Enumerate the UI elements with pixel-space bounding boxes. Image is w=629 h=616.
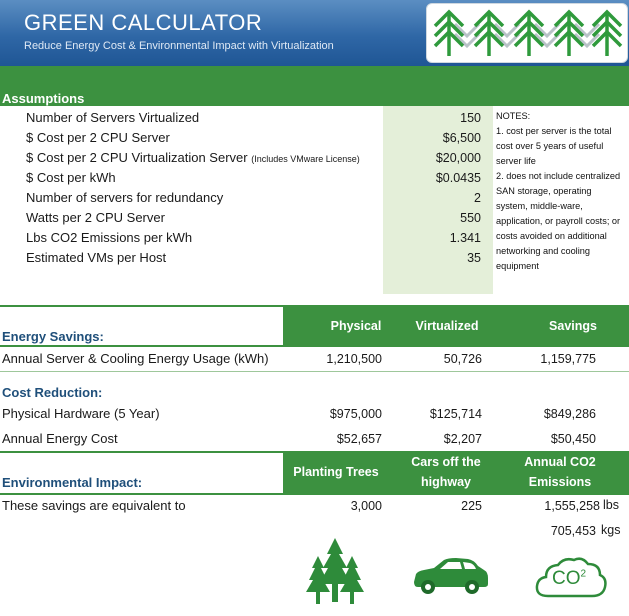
col-co2-line1: Annual CO2: [524, 455, 596, 469]
col-planting-trees: Planting Trees: [293, 465, 379, 479]
env-row-label: These savings are equivalent to: [2, 498, 186, 513]
co2-icon-label: [552, 568, 586, 590]
assumption-input-server-cost[interactable]: $6,500: [442, 131, 481, 145]
cost-energy-savings: $50,450: [550, 432, 596, 446]
env-heading: Environmental Impact:: [2, 475, 143, 490]
assumption-input-co2[interactable]: 1.341: [449, 231, 481, 245]
assumption-label: [26, 150, 360, 165]
assumptions-top-bar: [0, 66, 629, 89]
col-cars-line1: Cars off the: [411, 455, 481, 469]
app-subtitle: Reduce Energy Cost & Environmental Impact with Virtualization: [24, 40, 334, 52]
energy-physical: 1,210,500: [326, 352, 382, 366]
section-divider: [0, 345, 629, 347]
row-divider: [0, 371, 629, 372]
col-virtualized: Virtualized: [415, 319, 479, 333]
assumption-label: Estimated VMs per Host: [26, 250, 167, 265]
assumptions-header-bar: [0, 89, 629, 106]
tree-logo: [426, 3, 628, 63]
assumption-label: Watts per 2 CPU Server: [26, 210, 165, 225]
env-lbs-unit: lbs: [603, 498, 619, 512]
car-icon: [410, 556, 490, 596]
col-savings: Savings: [549, 319, 597, 333]
notes-line-1: 1. cost per server is the total cost over 5 years of useful server life: [496, 126, 612, 166]
energy-heading: Energy Savings:: [2, 329, 104, 344]
assumption-label: Lbs CO2 Emissions per kWh: [26, 230, 193, 245]
co2-icon-sub: 2: [580, 568, 587, 580]
assumption-input-virt-server-cost[interactable]: $20,000: [435, 151, 481, 165]
cost-heading: Cost Reduction:: [2, 385, 103, 400]
notes-box: [496, 109, 624, 274]
trees-icon: [306, 536, 364, 606]
energy-savings: 1,159,775: [540, 352, 596, 366]
assumption-input-vms[interactable]: 35: [467, 251, 481, 265]
assumption-label-note: (Includes VMware License): [251, 154, 360, 164]
env-co2-kgs-value: 705,453: [550, 524, 596, 538]
assumption-label: $ Cost per kWh: [26, 170, 116, 185]
cost-row-label: Physical Hardware (5 Year): [2, 406, 160, 421]
cost-row-label: Annual Energy Cost: [2, 431, 118, 446]
energy-virtualized: 50,726: [443, 352, 482, 366]
assumption-input-kwh-cost[interactable]: $0.0435: [435, 171, 481, 185]
env-co2-lbs-value: 1,555,258: [544, 499, 600, 513]
co2-icon-text: CO: [552, 568, 581, 589]
env-cars-value: 225: [461, 499, 482, 513]
section-divider: [0, 493, 629, 495]
col-cars-line2: highway: [420, 475, 471, 489]
tree-logo-icon: [427, 4, 627, 62]
env-kgs-unit: kgs: [601, 523, 621, 537]
col-co2-line2: Emissions: [528, 475, 592, 489]
assumption-input-servers[interactable]: 150: [460, 111, 481, 125]
cost-energy-physical: $52,657: [336, 432, 382, 446]
assumptions-heading: Assumptions: [2, 91, 85, 106]
cost-energy-virtualized: $2,207: [443, 432, 482, 446]
energy-row-label: Annual Server & Cooling Energy Usage (kWh): [2, 351, 269, 366]
cost-hardware-virtualized: $125,714: [429, 407, 482, 421]
assumption-input-redundancy[interactable]: 2: [474, 191, 481, 205]
assumption-input-watts[interactable]: 550: [460, 211, 481, 225]
notes-line-2: 2. does not include centralized SAN storage, operating system, middle-ware, application, or payroll costs; or costs avoided on additional networking and cooling equipment: [496, 171, 621, 271]
notes-title: NOTES:: [496, 111, 531, 121]
co2-cloud-icon: [534, 556, 608, 600]
col-physical: Physical: [330, 319, 382, 333]
assumption-label: Number of servers for redundancy: [26, 190, 224, 205]
assumption-label: Number of Servers Virtualized: [26, 110, 200, 125]
cost-hardware-physical: $975,000: [329, 407, 382, 421]
assumption-label: $ Cost per 2 CPU Server: [26, 130, 170, 145]
env-trees-value: 3,000: [350, 499, 382, 513]
cost-hardware-savings: $849,286: [543, 407, 596, 421]
assumption-label-text: $ Cost per 2 CPU Virtualization Server: [26, 150, 248, 165]
app-title: GREEN CALCULATOR: [24, 10, 263, 35]
